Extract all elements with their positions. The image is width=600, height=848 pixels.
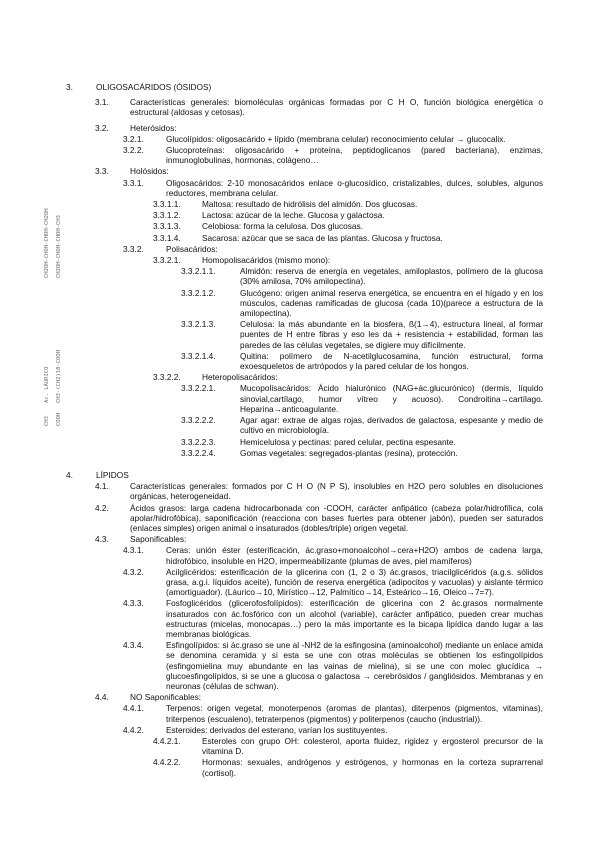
outline-number: 4.1. — [95, 481, 109, 492]
outline-text: Ácidos grasos: larga cadena hidrocarbonada con -COOH, carácter anfipático (cabeza polar/hidrofílica, cola apolar/hidrofóbica), saponificación (reacciona con bases fuertes para obtener jabón), pueden ser saturados (enlaces simples) origen animal o insaturados (dobles/triple) origen vegetal. — [130, 502, 543, 533]
outline-number: 4.4.1. — [123, 703, 144, 714]
outline-number: 3.3.1.4. — [153, 232, 181, 243]
outline-text: Características generales: formados por C H O (N P S), insolubles en H2O pero solubles en disoluciones orgánicas, heterogeneidad. — [130, 481, 543, 502]
outline-text: NO Saponificables: — [130, 692, 202, 703]
outline-item-4-3 — [0, 534, 600, 544]
outline-item-3-3-2 — [0, 244, 600, 254]
outline-text: Glucolípidos: oligosacárido + lípido (membrana celular) reconocimiento celular → glucocalix. — [166, 133, 506, 144]
margin-formula-5: CH3 — [44, 416, 50, 426]
outline-text: Glucoproteínas: oligosacárido + proteína, peptidoglicanos (pared bacteriana), enzimas, inmunoglobulinas, hormonas, colágeno… — [166, 145, 543, 166]
outline-item-4-3-3 — [0, 598, 600, 639]
margin-formula-4: CH3-(CH2)10-COOH — [56, 350, 62, 403]
outline-number: 3.2.1. — [123, 133, 144, 144]
outline-number: 4.3.2. — [123, 566, 144, 577]
outline-item-3-3-2-2-2 — [0, 412, 600, 436]
outline-item-3-3-1-1 — [0, 199, 600, 209]
outline-number: 3.3. — [95, 166, 109, 177]
margin-formula-3: Ac. LÁURICO — [44, 366, 50, 403]
outline-text: Hormonas: sexuales, andrógenos y estrógenos, y hormonas en la corteza suprarrenal (cortisol). — [202, 757, 543, 778]
outline-item-4-4 — [0, 692, 600, 702]
outline-text: Homopolisacáridos (mismo mono): — [202, 255, 331, 266]
outline-number: 3.3.1.2. — [153, 210, 181, 221]
outline-text: Esteroides: derivados del esterano, varían los sustituyentes. — [166, 724, 388, 735]
outline-item-4-3-4 — [0, 640, 600, 691]
outline-item-3-3-2-2 — [0, 372, 600, 382]
outline-text: Quitina: polímero de N-acetilglucosamina, función estructural, forma exoesqueletos de artrópodos y la pared celular de los hongos. — [240, 350, 543, 372]
outline-text: Agar agar: extrae de algas rojas, derivados de galactosa, espesante y medio de cultivo en microbiología. — [240, 415, 543, 436]
outline-text: Mucopolisacáridos: Ácido hialurónico (NAG+ác.glucurónico) (dermis, líquido sinovial,cartílago, humor vítreo y acuoso). Condroitina→cartílago. Heparina→anticoagulante. — [240, 383, 543, 414]
outline-item-4-1 — [0, 481, 600, 501]
margin-formula-2: CH2OH-CHOH-CHOH-CH3 — [56, 215, 62, 278]
outline-number: 3.3.2.1.4. — [181, 350, 216, 361]
outline-item-3-3-2-1-3 — [0, 319, 600, 350]
outline-text: Hemicelulosa y pectinas: pared celular, pectina espesante. — [240, 436, 456, 447]
outline-text: Celobiosa: forma la celulosa. Dos glucosas. — [202, 221, 363, 232]
outline-item-3-2-2 — [0, 145, 600, 165]
outline-number: 3.3.2.2.4. — [181, 447, 216, 458]
outline-number: 4.3.3. — [123, 598, 144, 609]
outline-item-3-3-2-1 — [0, 255, 600, 265]
outline-item-3-3-2-1-4 — [0, 351, 600, 371]
outline-item-3 — [0, 82, 600, 92]
margin-formula-1: CH2OH-CHOH-CHOH-CH2OH — [44, 208, 50, 278]
outline-item-4-4-2 — [0, 725, 600, 735]
outline-number: 3.3.2.2.2. — [181, 415, 216, 426]
outline-text: Lactosa: azúcar de la leche. Glucosa y galactosa. — [202, 210, 385, 221]
outline-number: 4.4.2.1. — [153, 735, 181, 746]
outline-number: 3.3.1.3. — [153, 221, 181, 232]
outline-text: Ceras: unión éster (esterificación, ác.graso+monoalcohol→cera+H2O) ambos de cadena larga, hidrofóbico, insoluble en H2O, impermeabilizante (plumas de aves, piel mamíferos) — [166, 545, 543, 566]
outline-item-3-3 — [0, 166, 600, 176]
outline-item-3-3-1-2 — [0, 210, 600, 220]
outline-text: Fosfoglicéridos (glicerofosfolípidos): esterificación de glicerina con 2 ác.grasos normalmente insaturados con ác.fosfórico con un alcohol (variable), carácter anfipático, pueden crear muchas estructuras (micelas, monocapas…) pero la más importante es la bicapa lipídica dando lugar a las membranas biológicas. — [166, 598, 543, 639]
outline-text: Esteroles con grupo OH: colesterol, aporta fluidez, rigidez y ergosterol precursor de la vitamina D. — [202, 735, 543, 757]
outline-number: 4.3.1. — [123, 545, 144, 556]
outline-item-3-3-2-1-2 — [0, 288, 600, 319]
outline-item-3-3-2-1-1 — [0, 266, 600, 286]
outline-text: Características generales: biomoléculas orgánicas formadas por C H O, función biológica energética o estructural (aldosas y cetosas). — [130, 97, 543, 118]
outline-item-3-3-2-2-1 — [0, 383, 600, 414]
outline-number: 4.3. — [95, 534, 109, 545]
outline-item-4-4-1 — [0, 703, 600, 723]
outline-text: Maltosa: resultado de hidrólisis del almidón. Dos glucosas. — [202, 199, 418, 210]
outline-number: 4.4.2. — [123, 724, 144, 735]
outline-number: 3.3.2.2.3. — [181, 436, 216, 447]
outline-item-3-3-1-4 — [0, 233, 600, 243]
outline-number: 4. — [66, 469, 73, 480]
outline-item-3-2 — [0, 123, 600, 133]
outline-text: Polisacáridos: — [166, 243, 218, 254]
margin-formula-6: COOH — [56, 412, 62, 426]
outline-number: 4.4.2.2. — [153, 757, 181, 768]
outline-text: Heterósidos: — [130, 122, 177, 133]
outline-number: 3.2. — [95, 122, 109, 133]
outline-number: 3.3.2.1. — [153, 255, 181, 266]
outline-number: 3.3.2.1.3. — [181, 319, 216, 330]
outline-text: Gomas vegetales: segregados-plantas (resina), protección. — [240, 447, 458, 458]
outline-number: 3.3.2.2.1. — [181, 383, 216, 394]
outline-number: 4.4. — [95, 692, 109, 703]
outline-text: Saponificables: — [130, 534, 187, 545]
outline-item-4-3-2 — [0, 567, 600, 598]
outline-number: 3. — [66, 82, 73, 92]
outline-text: Heteropolisacáridos: — [202, 372, 278, 383]
outline-number: 4.3.4. — [123, 640, 144, 651]
outline-item-3-2-1 — [0, 134, 600, 144]
outline-text: Almidón: reserva de energía en vegetales, amiloplastos, polímero de la glucosa (30% amilosa, 70% amilopectina). — [240, 266, 543, 287]
outline-item-4 — [0, 470, 600, 480]
outline-text: Holósidos: — [130, 166, 169, 177]
outline-number: 3.3.2.1.2. — [181, 287, 216, 298]
outline-number: 3.2.2. — [123, 145, 144, 156]
outline-number: 3.1. — [95, 97, 109, 108]
outline-item-3-3-2-2-4 — [0, 448, 600, 458]
outline-item-3-3-1-3 — [0, 221, 600, 231]
outline-item-3-1 — [0, 97, 600, 117]
outline-number: 3.3.2. — [123, 243, 144, 254]
outline-text: Esfingolípidos: si ác.graso se une al -NH2 de la esfingosina (aminoalcohol) mediante un enlace amida se denomina ceramida y si esta se une con otras moléculas se obtienen los esfingolípidos (esfingomielina muy abundante en las vainas de mielina), si se une con molec glucídica → glucoesfingolípidos, si se une a glucosa o galactosa → cerebrósidos / gangliósidos. Membranas y en neuronas (células de schwan). — [166, 640, 543, 691]
outline-text: Glucógeno: origen animal reserva energética, se encuentra en el hígado y en los músculos, cadenas ramificadas de glucosa (cada 10)(parece a estructura de la amilopectina). — [240, 287, 543, 319]
outline-item-3-3-1 — [0, 178, 600, 198]
outline-number: 3.3.2.1.1. — [181, 266, 216, 277]
outline-item-4-4-2-1 — [0, 736, 600, 756]
outline-text: Acilglicéridos: esterificación de la glicerina con (1, 2 o 3) ác.grasos, triacilglicéridos (a.g.s. sólidos grasa, a.g.i. líquidos aceite), función de reserva energética (adipocitos y vacuolas) y aislante térmico (amortiguador). (Láurico→10, Mirístico→12, Palmítico→14, Esteárico→16, Oleico→7=7). — [166, 566, 543, 598]
outline-text: Oligosacáridos: 2-10 monosacáridos enlace o-glucosídico, cristalizables, dulces, solubles, algunos reductores, membrana celular. — [166, 177, 543, 198]
outline-text: LÍPIDOS — [96, 469, 129, 480]
outline-item-4-2 — [0, 503, 600, 534]
document-body — [0, 82, 600, 778]
outline-item-4-4-2-2 — [0, 757, 600, 777]
outline-text: Celulosa: la más abundante en la biosfera, ß(1→4), estructura lineal, al formar puentes de H entre fibras y eso les da + resistencia + estabilidad, forman las paredes de las células vegetales, se digiere muy difícilmente. — [240, 319, 543, 350]
outline-item-4-3-1 — [0, 545, 600, 565]
outline-item-3-3-2-2-3 — [0, 437, 600, 447]
outline-text: OLIGOSACÁRIDOS (ÓSIDOS) — [96, 82, 212, 92]
outline-number: 4.2. — [95, 502, 109, 513]
outline-text: Sacarosa: azúcar que se saca de las plantas. Glucosa y fructosa. — [202, 232, 443, 243]
outline-number: 3.3.2.2. — [153, 372, 181, 383]
outline-text: Terpenos: origen vegetal, monoterpenos (aromas de plantas), diterpenos (pigmentos, vitaminas), triterpenos (escualeno), tetraterpenos (pigmentos) y politerpenos (caucho (industrial)). — [166, 703, 543, 724]
outline-number: 3.3.1. — [123, 177, 144, 188]
outline-number: 3.3.1.1. — [153, 199, 181, 210]
